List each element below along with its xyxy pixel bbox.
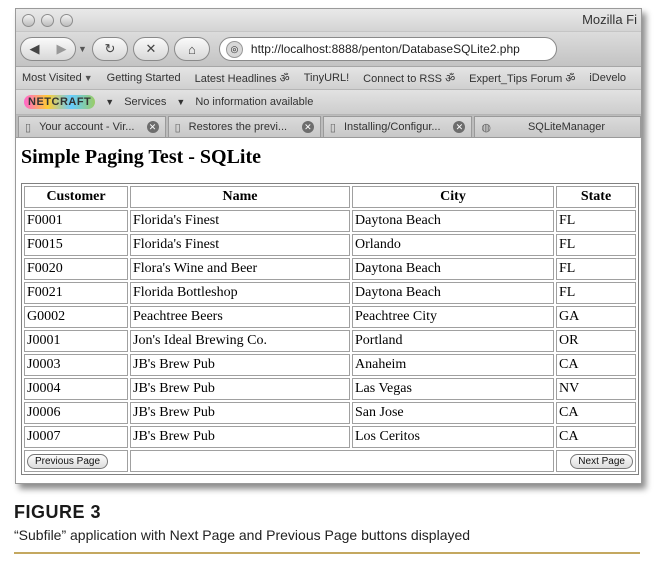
- bookmark-label: Latest Headlines: [194, 72, 277, 85]
- tab-label: Restores the previ...: [188, 121, 288, 133]
- bookmark-label: Most Visited: [22, 72, 82, 84]
- back-forward-group: [20, 37, 76, 61]
- city-cell: Anaheim: [352, 354, 554, 376]
- table-body: [24, 210, 636, 472]
- state-cell: CA: [556, 402, 636, 424]
- customer-cell: J0003: [24, 354, 128, 376]
- reload-button[interactable]: [92, 37, 128, 61]
- tab-label: Your account - Vir...: [39, 121, 135, 133]
- title-bar: [16, 9, 641, 32]
- forward-arrow-icon[interactable]: ▶: [56, 41, 67, 56]
- table-row: [24, 402, 636, 424]
- rss-icon: ॐ: [565, 72, 576, 85]
- state-cell: NV: [556, 378, 636, 400]
- city-cell: Daytona Beach: [352, 282, 554, 304]
- column-header-state: State: [556, 186, 636, 208]
- empty-cell: [130, 450, 554, 472]
- name-cell: JB's Brew Pub: [130, 426, 350, 448]
- table-row: [24, 306, 636, 328]
- netcraft-menu-dropdown-icon[interactable]: ▼: [105, 97, 115, 107]
- next-cell: [556, 450, 636, 472]
- home-button[interactable]: [174, 37, 210, 61]
- bookmark-connect-rss[interactable]: [363, 71, 455, 86]
- close-tab-icon[interactable]: ✕: [453, 121, 465, 133]
- state-cell: CA: [556, 354, 636, 376]
- customer-cell: F0020: [24, 258, 128, 280]
- city-cell: Peachtree City: [352, 306, 554, 328]
- tab-bar: [16, 115, 641, 138]
- stop-button[interactable]: [133, 37, 169, 61]
- customer-cell: F0015: [24, 234, 128, 256]
- name-cell: Florida's Finest: [130, 210, 350, 232]
- customer-cell: G0002: [24, 306, 128, 328]
- netcraft-logo[interactable]: NETCRAFT: [24, 95, 95, 109]
- page-content: [16, 138, 641, 475]
- browser-window: [15, 8, 642, 484]
- rss-icon: ॐ: [445, 72, 456, 85]
- state-cell: FL: [556, 258, 636, 280]
- table-row: [24, 282, 636, 304]
- netcraft-services[interactable]: Services: [124, 96, 167, 108]
- url-bar[interactable]: [219, 37, 557, 61]
- city-cell: Daytona Beach: [352, 210, 554, 232]
- city-cell: Orlando: [352, 234, 554, 256]
- state-cell: FL: [556, 282, 636, 304]
- bookmark-getting-started[interactable]: Getting Started: [106, 72, 181, 84]
- column-header-customer: Customer: [24, 186, 128, 208]
- home-icon: ⌂: [187, 41, 196, 57]
- dropdown-arrow-icon: ▼: [83, 73, 93, 83]
- table-row: [24, 426, 636, 448]
- back-arrow-icon[interactable]: ◀: [29, 41, 40, 56]
- pagination-row: [24, 450, 636, 472]
- bookmark-label: Connect to RSS: [363, 72, 443, 85]
- city-cell: Portland: [352, 330, 554, 352]
- next-page-button[interactable]: Next Page: [570, 454, 633, 469]
- city-cell: Las Vegas: [352, 378, 554, 400]
- tab-label: Installing/Configur...: [343, 121, 441, 133]
- bookmark-most-visited[interactable]: [22, 72, 93, 84]
- previous-page-button[interactable]: Previous Page: [27, 454, 108, 469]
- tab-label: SQLiteManager: [527, 121, 606, 133]
- reload-icon: ↻: [104, 41, 116, 56]
- site-identity-icon[interactable]: ◎: [226, 41, 243, 58]
- window-controls: [22, 14, 73, 27]
- zoom-window-button[interactable]: [60, 14, 73, 27]
- bookmarks-toolbar: [16, 67, 641, 90]
- url-text: http://localhost:8888/penton/DatabaseSQLite2.php: [250, 42, 520, 56]
- customer-cell: F0001: [24, 210, 128, 232]
- name-cell: Florida's Finest: [130, 234, 350, 256]
- navigation-toolbar: [16, 32, 641, 67]
- table-row: [24, 378, 636, 400]
- customer-cell: J0006: [24, 402, 128, 424]
- page-title: Simple Paging Test - SQLite: [21, 146, 262, 168]
- tab-your-account[interactable]: [18, 116, 166, 137]
- tab-installing[interactable]: [323, 116, 472, 137]
- page-icon: ▯: [329, 121, 336, 134]
- history-dropdown-icon[interactable]: ▼: [78, 44, 87, 54]
- city-cell: San Jose: [352, 402, 554, 424]
- prev-cell: [24, 450, 128, 472]
- state-cell: FL: [556, 234, 636, 256]
- figure-label: FIGURE 3: [14, 502, 102, 522]
- customer-cell: J0001: [24, 330, 128, 352]
- table-header-row: [24, 186, 636, 208]
- column-header-name: Name: [130, 186, 350, 208]
- table-row: [24, 354, 636, 376]
- bookmark-expert-tips[interactable]: [469, 71, 575, 86]
- name-cell: Peachtree Beers: [130, 306, 350, 328]
- customer-table: [21, 183, 639, 475]
- close-tab-icon[interactable]: ✕: [302, 121, 314, 133]
- city-cell: Los Ceritos: [352, 426, 554, 448]
- name-cell: Florida Bottleshop: [130, 282, 350, 304]
- customer-cell: F0021: [24, 282, 128, 304]
- table-row: [24, 258, 636, 280]
- caption-divider: [14, 552, 640, 554]
- stop-icon: ✕: [145, 41, 157, 56]
- state-cell: FL: [556, 210, 636, 232]
- column-header-city: City: [352, 186, 554, 208]
- state-cell: GA: [556, 306, 636, 328]
- sqlite-icon: ◍: [481, 121, 491, 134]
- name-cell: Jon's Ideal Brewing Co.: [130, 330, 350, 352]
- close-tab-icon[interactable]: ✕: [147, 121, 159, 133]
- city-cell: Daytona Beach: [352, 258, 554, 280]
- bookmark-latest-headlines[interactable]: [195, 71, 290, 86]
- window-title: Mozilla Fi: [582, 12, 637, 27]
- bookmark-label: Expert_Tips Forum: [469, 72, 563, 85]
- netcraft-info: No information available: [195, 96, 314, 108]
- table-row: [24, 234, 636, 256]
- state-cell: CA: [556, 426, 636, 448]
- state-cell: OR: [556, 330, 636, 352]
- page-icon: ▯: [174, 121, 181, 134]
- minimize-window-button[interactable]: [41, 14, 54, 27]
- customer-cell: J0007: [24, 426, 128, 448]
- tab-sqlitemanager[interactable]: [474, 116, 641, 137]
- services-dropdown-icon[interactable]: ▼: [176, 97, 186, 107]
- name-cell: JB's Brew Pub: [130, 354, 350, 376]
- name-cell: JB's Brew Pub: [130, 378, 350, 400]
- name-cell: JB's Brew Pub: [130, 402, 350, 424]
- table-row: [24, 330, 636, 352]
- bookmark-tinyurl[interactable]: TinyURL!: [303, 72, 350, 84]
- page-icon: ▯: [25, 121, 32, 134]
- netcraft-toolbar: [16, 90, 641, 115]
- close-window-button[interactable]: [22, 14, 35, 27]
- rss-icon: ॐ: [279, 72, 290, 85]
- tab-restores[interactable]: [168, 116, 321, 137]
- figure-caption: “Subfile” application with Next Page and Previous Page buttons displayed: [14, 527, 471, 543]
- table-row: [24, 210, 636, 232]
- customer-cell: J0004: [24, 378, 128, 400]
- bookmark-idevelo[interactable]: iDevelo: [589, 72, 627, 84]
- name-cell: Flora's Wine and Beer: [130, 258, 350, 280]
